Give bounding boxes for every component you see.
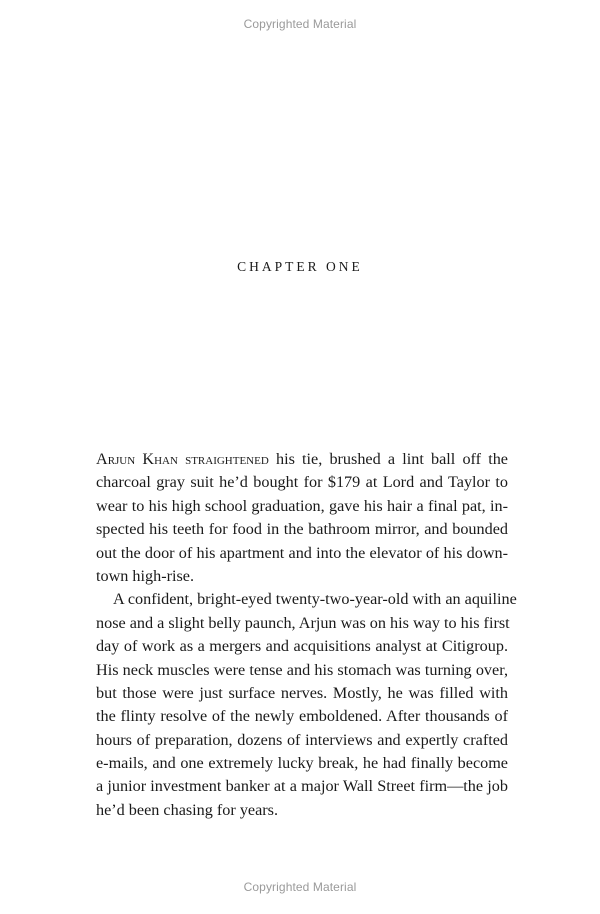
- paragraph-line: spected his teeth for food in the bathroom mirror, and bounded: [96, 520, 508, 539]
- paragraph-line: charcoal gray suit he’d bought for $179 at Lord and Taylor to: [96, 473, 508, 492]
- paragraph-line: the flinty resolve of the newly emboldened. After thousands of: [96, 707, 508, 726]
- paragraph-line: A confident, bright-eyed twenty-two-year-old with an aquiline: [113, 590, 517, 609]
- paragraph-line: hours of preparation, dozens of interviews and expertly crafted: [96, 730, 508, 749]
- paragraph-2: [96, 588, 517, 822]
- paragraph-line: he’d been chasing for years.: [96, 800, 279, 819]
- copyright-watermark-bottom: Copyrighted Material: [243, 880, 357, 894]
- paragraph-line: a junior investment banker at a major Wall Street firm—the job: [96, 777, 508, 796]
- paragraph-line: e-mails, and one extremely lucky break, he had finally become: [96, 754, 508, 773]
- paragraph-line: but those were just surface nerves. Mostly, he was filled with: [96, 683, 508, 702]
- paragraph-line: town high-rise.: [96, 566, 195, 585]
- chapter-title: CHAPTER ONE: [237, 259, 363, 274]
- paragraph-1: [96, 448, 508, 588]
- paragraph-line: His neck muscles were tense and his stomach was turning over,: [96, 660, 508, 679]
- paragraph-line: day of work as a mergers and acquisitions analyst at Citigroup.: [96, 637, 508, 656]
- lead-in-small-caps: Arjun Khan straightened: [96, 450, 269, 468]
- paragraph-line: nose and a slight belly paunch, Arjun was on his way to his first: [96, 613, 510, 632]
- body-text: [96, 448, 517, 822]
- paragraph-line: out the door of his apartment and into the elevator of his down-: [96, 543, 508, 562]
- line-text: his tie, brushed a lint ball off the: [268, 450, 508, 468]
- copyright-watermark-top: Copyrighted Material: [243, 17, 357, 31]
- paragraph-line: [96, 448, 508, 471]
- paragraph-line: wear to his high school graduation, gave his hair a final pat, in-: [96, 496, 508, 515]
